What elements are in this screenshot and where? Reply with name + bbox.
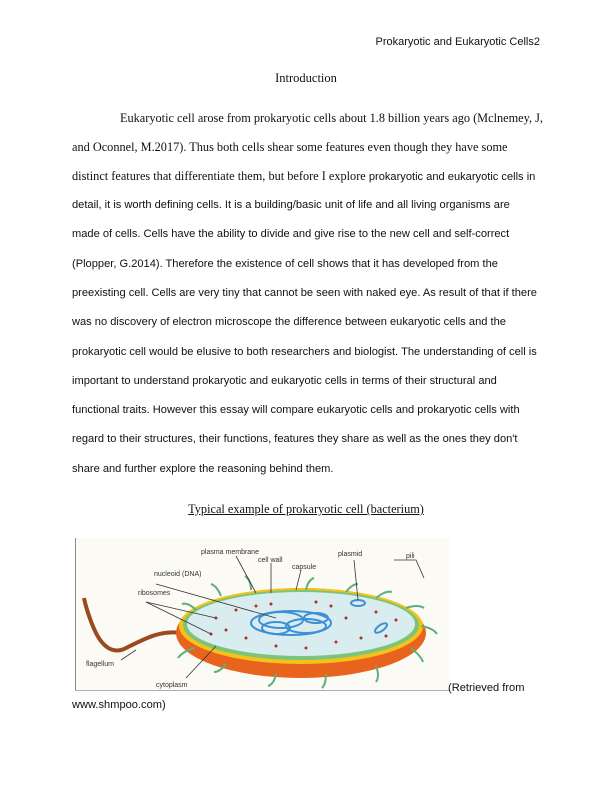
paragraph-line-3 [72, 169, 535, 184]
label-ribosomes: ribosomes [138, 590, 171, 597]
paragraph-line-10: important to understand prokaryotic and eukaryotic cells in terms of their structural and [72, 375, 497, 387]
section-title: Introduction [275, 71, 337, 85]
paragraph-line-3-serif: distinct features that differentiate them, but before I explore [72, 169, 369, 183]
label-plasmid: plasmid [338, 551, 363, 558]
paragraph-line-12: regard to their structures, their functions, features they share as well as the ones they don't [72, 433, 518, 445]
label-cell-wall: cell wall [258, 557, 283, 564]
paragraph-line-5: made of cells. Cells have the ability to divide and give rise to the new cell and self-correct [72, 228, 510, 240]
paragraph-line-6: (Plopper, G.2014). Therefore the existence of cell shows that it has developed from the [72, 258, 498, 270]
figure-source-part1: (Retrieved from [448, 682, 525, 694]
label-pili: pili [406, 553, 415, 560]
running-head: Prokaryotic and Eukaryotic Cells2 [375, 36, 540, 48]
paragraph-line-2: and Oconnel, M.2017). Thus both cells shear some features even though they have some [72, 140, 508, 154]
paragraph-line-4: detail, it is worth defining cells. It is a building/basic unit of life and all living organisms are [72, 199, 510, 211]
paragraph-line-9: prokaryotic cell would be elusive to both researchers and biologist. The understanding of cell is [72, 346, 537, 358]
figure-caption: Typical example of prokaryotic cell (bacterium) [188, 502, 424, 516]
paragraph-line-3-sans: prokaryotic and eukaryotic cells in [368, 171, 536, 183]
label-capsule: capsule [292, 564, 317, 571]
bacterium-diagram [75, 538, 449, 691]
label-plasma-membrane: plasma membrane [201, 549, 259, 556]
paragraph-line-7: preexisting cell. Cells are very tiny that cannot be seen with naked eye. As result of that if there [72, 287, 537, 299]
paragraph-line-11: functional traits. However this essay will compare eukaryotic cells and prokaryotic cells with [72, 404, 520, 416]
figure-source-part2: www.shmpoo.com) [72, 699, 166, 711]
paragraph-line-1: Eukaryotic cell arose from prokaryotic cells about 1.8 billion years ago (Mclnemey, J, [120, 111, 543, 125]
label-nucleoid: nucleoid (DNA) [154, 571, 202, 578]
bacterium-illustration [76, 538, 449, 690]
label-cytoplasm: cytoplasm [156, 682, 188, 689]
paragraph-line-8: was no discovery of electron microscope the difference between eukaryotic cells and the [72, 316, 506, 328]
label-flagellum: flagellum [86, 661, 115, 668]
paragraph-line-13: share and further explore the reasoning behind them. [72, 463, 334, 475]
